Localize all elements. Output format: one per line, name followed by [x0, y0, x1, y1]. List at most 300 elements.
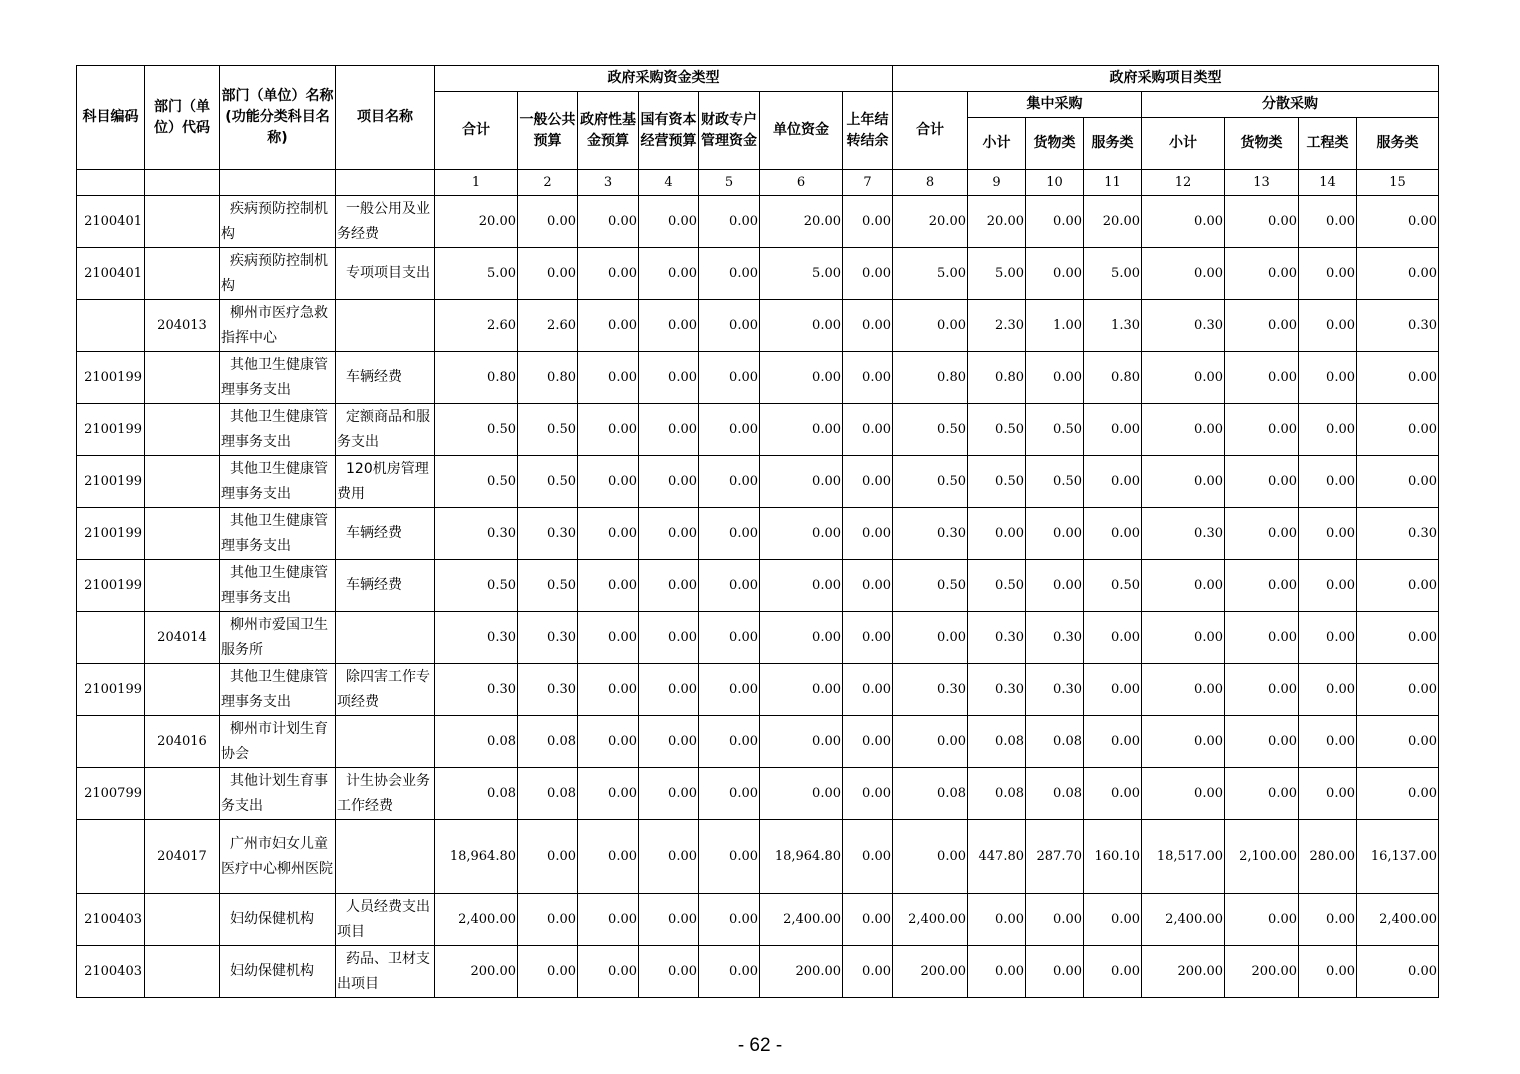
value-cell-col-5: 0.00 [699, 894, 760, 946]
value-cell-col-3: 0.00 [578, 820, 639, 894]
value-cell-col-2: 0.80 [518, 352, 578, 404]
value-cell-col-2: 0.00 [518, 248, 578, 300]
value-cell-col-4: 0.00 [639, 946, 699, 998]
value-cell-col-8: 200.00 [893, 946, 968, 998]
value-cell-col-2: 0.30 [518, 612, 578, 664]
project-name-cell: 车辆经费 [336, 560, 435, 612]
value-cell-col-14: 0.00 [1299, 664, 1357, 716]
dept-name-cell: 疾病预防控制机构 [220, 248, 336, 300]
value-cell-col-10: 1.00 [1026, 300, 1084, 352]
value-cell-col-2: 0.00 [518, 946, 578, 998]
value-cell-col-8: 0.00 [893, 716, 968, 768]
column-number: 14 [1299, 170, 1357, 196]
value-cell-col-7: 0.00 [843, 560, 893, 612]
value-cell-col-3: 0.00 [578, 946, 639, 998]
dept-code-cell [145, 664, 220, 716]
value-cell-col-8: 2,400.00 [893, 894, 968, 946]
value-cell-col-7: 0.00 [843, 508, 893, 560]
value-cell-col-1: 5.00 [435, 248, 518, 300]
value-cell-col-9: 0.30 [968, 612, 1026, 664]
value-cell-col-3: 0.00 [578, 248, 639, 300]
value-cell-col-3: 0.00 [578, 196, 639, 248]
value-cell-col-1: 18,964.80 [435, 820, 518, 894]
value-cell-col-3: 0.00 [578, 560, 639, 612]
value-cell-col-14: 0.00 [1299, 894, 1357, 946]
column-number: 6 [760, 170, 843, 196]
value-cell-col-11: 0.50 [1084, 560, 1142, 612]
value-cell-col-7: 0.00 [843, 248, 893, 300]
project-name-cell: 一般公用及业务经费 [336, 196, 435, 248]
value-cell-col-4: 0.00 [639, 612, 699, 664]
table-row [77, 612, 1439, 664]
value-cell-col-8: 0.00 [893, 612, 968, 664]
value-cell-col-3: 0.00 [578, 352, 639, 404]
value-cell-col-12: 0.00 [1142, 560, 1225, 612]
value-cell-col-6: 18,964.80 [760, 820, 843, 894]
value-cell-col-1: 20.00 [435, 196, 518, 248]
table-row [77, 560, 1439, 612]
value-cell-col-15: 0.00 [1357, 456, 1439, 508]
subject-code-cell: 2100199 [77, 352, 145, 404]
header-project-total: 合计 [893, 92, 968, 170]
value-cell-col-11: 0.80 [1084, 352, 1142, 404]
value-cell-col-8: 0.80 [893, 352, 968, 404]
value-cell-col-8: 0.50 [893, 456, 968, 508]
value-cell-col-15: 0.00 [1357, 768, 1439, 820]
subject-code-cell: 2100199 [77, 456, 145, 508]
empty-cell [145, 170, 220, 196]
value-cell-col-9: 0.30 [968, 664, 1026, 716]
value-cell-col-5: 0.00 [699, 560, 760, 612]
column-number: 3 [578, 170, 639, 196]
value-cell-col-11: 0.00 [1084, 508, 1142, 560]
value-cell-col-1: 0.08 [435, 716, 518, 768]
table-header [77, 66, 1439, 196]
dept-name-cell: 妇幼保健机构 [220, 894, 336, 946]
value-cell-col-3: 0.00 [578, 404, 639, 456]
value-cell-col-7: 0.00 [843, 768, 893, 820]
header-general-budget: 一般公共预算 [518, 92, 578, 170]
value-cell-col-8: 0.08 [893, 768, 968, 820]
dept-code-cell [145, 456, 220, 508]
value-cell-col-2: 0.00 [518, 196, 578, 248]
header-scattered-procurement: 分散采购 [1142, 92, 1439, 118]
value-cell-col-1: 0.30 [435, 664, 518, 716]
header-subject-code: 科目编码 [77, 66, 145, 170]
value-cell-col-1: 0.30 [435, 612, 518, 664]
table-row [77, 456, 1439, 508]
value-cell-col-11: 0.00 [1084, 768, 1142, 820]
value-cell-col-12: 0.30 [1142, 300, 1225, 352]
value-cell-col-11: 0.00 [1084, 894, 1142, 946]
project-name-cell: 计生协会业务工作经费 [336, 768, 435, 820]
table-row [77, 352, 1439, 404]
value-cell-col-9: 2.30 [968, 300, 1026, 352]
header-unit-fund: 单位资金 [760, 92, 843, 170]
value-cell-col-14: 0.00 [1299, 300, 1357, 352]
empty-cell [220, 170, 336, 196]
value-cell-col-6: 20.00 [760, 196, 843, 248]
value-cell-col-10: 0.00 [1026, 946, 1084, 998]
value-cell-col-8: 0.30 [893, 664, 968, 716]
value-cell-col-5: 0.00 [699, 404, 760, 456]
column-number-row [77, 170, 1439, 196]
value-cell-col-10: 0.50 [1026, 456, 1084, 508]
value-cell-col-15: 0.00 [1357, 612, 1439, 664]
project-name-cell [336, 300, 435, 352]
dept-name-cell: 柳州市医疗急救指挥中心 [220, 300, 336, 352]
value-cell-col-13: 0.00 [1225, 196, 1299, 248]
value-cell-col-1: 2,400.00 [435, 894, 518, 946]
value-cell-col-11: 5.00 [1084, 248, 1142, 300]
dept-code-cell: 204016 [145, 716, 220, 768]
value-cell-col-15: 2,400.00 [1357, 894, 1439, 946]
value-cell-col-4: 0.00 [639, 560, 699, 612]
dept-name-cell: 柳州市爱国卫生服务所 [220, 612, 336, 664]
dept-code-cell [145, 946, 220, 998]
header-scattered-goods: 货物类 [1225, 118, 1299, 170]
value-cell-col-14: 0.00 [1299, 716, 1357, 768]
value-cell-col-13: 0.00 [1225, 894, 1299, 946]
dept-code-cell [145, 248, 220, 300]
value-cell-col-11: 160.10 [1084, 820, 1142, 894]
value-cell-col-15: 0.30 [1357, 300, 1439, 352]
value-cell-col-2: 0.08 [518, 768, 578, 820]
header-central-procurement: 集中采购 [968, 92, 1142, 118]
value-cell-col-6: 0.00 [760, 612, 843, 664]
header-gov-fund-budget: 政府性基金预算 [578, 92, 639, 170]
value-cell-col-14: 0.00 [1299, 560, 1357, 612]
value-cell-col-14: 0.00 [1299, 456, 1357, 508]
value-cell-col-9: 0.80 [968, 352, 1026, 404]
value-cell-col-14: 0.00 [1299, 404, 1357, 456]
value-cell-col-3: 0.00 [578, 716, 639, 768]
value-cell-col-15: 16,137.00 [1357, 820, 1439, 894]
column-number: 15 [1357, 170, 1439, 196]
value-cell-col-2: 0.08 [518, 716, 578, 768]
value-cell-col-7: 0.00 [843, 820, 893, 894]
value-cell-col-6: 0.00 [760, 352, 843, 404]
value-cell-col-5: 0.00 [699, 716, 760, 768]
value-cell-col-4: 0.00 [639, 820, 699, 894]
value-cell-col-9: 0.00 [968, 508, 1026, 560]
project-name-cell: 药品、卫材支出项目 [336, 946, 435, 998]
value-cell-col-13: 0.00 [1225, 612, 1299, 664]
value-cell-col-13: 200.00 [1225, 946, 1299, 998]
value-cell-col-5: 0.00 [699, 946, 760, 998]
dept-name-cell: 其他卫生健康管理事务支出 [220, 456, 336, 508]
value-cell-col-11: 0.00 [1084, 946, 1142, 998]
value-cell-col-9: 20.00 [968, 196, 1026, 248]
value-cell-col-7: 0.00 [843, 716, 893, 768]
value-cell-col-10: 0.30 [1026, 612, 1084, 664]
value-cell-col-15: 0.00 [1357, 196, 1439, 248]
value-cell-col-9: 0.50 [968, 456, 1026, 508]
value-cell-col-15: 0.00 [1357, 664, 1439, 716]
value-cell-col-14: 0.00 [1299, 352, 1357, 404]
value-cell-col-10: 0.00 [1026, 248, 1084, 300]
value-cell-col-10: 0.30 [1026, 664, 1084, 716]
value-cell-col-15: 0.00 [1357, 560, 1439, 612]
value-cell-col-9: 0.50 [968, 404, 1026, 456]
value-cell-col-14: 0.00 [1299, 768, 1357, 820]
value-cell-col-3: 0.00 [578, 894, 639, 946]
header-state-capital-budget: 国有资本经营预算 [639, 92, 699, 170]
header-project-type-group: 政府采购项目类型 [893, 66, 1439, 92]
dept-name-cell: 其他卫生健康管理事务支出 [220, 508, 336, 560]
value-cell-col-10: 0.08 [1026, 768, 1084, 820]
table-row [77, 894, 1439, 946]
subject-code-cell [77, 820, 145, 894]
value-cell-col-10: 0.00 [1026, 894, 1084, 946]
value-cell-col-13: 0.00 [1225, 248, 1299, 300]
table-row [77, 946, 1439, 998]
value-cell-col-4: 0.00 [639, 404, 699, 456]
value-cell-col-4: 0.00 [639, 508, 699, 560]
value-cell-col-7: 0.00 [843, 352, 893, 404]
value-cell-col-6: 5.00 [760, 248, 843, 300]
project-name-cell [336, 716, 435, 768]
value-cell-col-13: 0.00 [1225, 664, 1299, 716]
value-cell-col-10: 0.00 [1026, 196, 1084, 248]
value-cell-col-4: 0.00 [639, 664, 699, 716]
value-cell-col-6: 0.00 [760, 560, 843, 612]
value-cell-col-13: 0.00 [1225, 404, 1299, 456]
value-cell-col-12: 0.00 [1142, 404, 1225, 456]
value-cell-col-14: 0.00 [1299, 196, 1357, 248]
value-cell-col-12: 2,400.00 [1142, 894, 1225, 946]
header-dept-name: 部门（单位）名称(功能分类科目名称) [220, 66, 336, 170]
value-cell-col-6: 0.00 [760, 768, 843, 820]
value-cell-col-12: 0.00 [1142, 248, 1225, 300]
value-cell-col-1: 0.50 [435, 404, 518, 456]
value-cell-col-3: 0.00 [578, 612, 639, 664]
dept-code-cell: 204013 [145, 300, 220, 352]
header-fund-type-group: 政府采购资金类型 [435, 66, 893, 92]
value-cell-col-1: 0.50 [435, 456, 518, 508]
value-cell-col-8: 0.00 [893, 300, 968, 352]
dept-code-cell [145, 560, 220, 612]
value-cell-col-15: 0.00 [1357, 404, 1439, 456]
value-cell-col-11: 0.00 [1084, 716, 1142, 768]
header-carryover: 上年结转结余 [843, 92, 893, 170]
value-cell-col-2: 0.00 [518, 894, 578, 946]
value-cell-col-9: 447.80 [968, 820, 1026, 894]
header-central-services: 服务类 [1084, 118, 1142, 170]
value-cell-col-9: 0.08 [968, 768, 1026, 820]
dept-code-cell: 204017 [145, 820, 220, 894]
value-cell-col-12: 0.00 [1142, 456, 1225, 508]
value-cell-col-6: 0.00 [760, 716, 843, 768]
value-cell-col-7: 0.00 [843, 664, 893, 716]
value-cell-col-7: 0.00 [843, 894, 893, 946]
value-cell-col-8: 0.00 [893, 820, 968, 894]
value-cell-col-13: 0.00 [1225, 768, 1299, 820]
value-cell-col-2: 0.50 [518, 456, 578, 508]
value-cell-col-5: 0.00 [699, 508, 760, 560]
value-cell-col-7: 0.00 [843, 300, 893, 352]
empty-cell [77, 170, 145, 196]
value-cell-col-2: 0.30 [518, 664, 578, 716]
value-cell-col-4: 0.00 [639, 716, 699, 768]
subject-code-cell: 2100199 [77, 508, 145, 560]
value-cell-col-6: 0.00 [760, 404, 843, 456]
value-cell-col-8: 20.00 [893, 196, 968, 248]
header-fund-total: 合计 [435, 92, 518, 170]
value-cell-col-10: 0.00 [1026, 352, 1084, 404]
subject-code-cell: 2100403 [77, 894, 145, 946]
column-number: 7 [843, 170, 893, 196]
project-name-cell: 120机房管理费用 [336, 456, 435, 508]
dept-code-cell [145, 508, 220, 560]
table-row [77, 300, 1439, 352]
value-cell-col-6: 0.00 [760, 300, 843, 352]
value-cell-col-1: 0.08 [435, 768, 518, 820]
value-cell-col-6: 0.00 [760, 456, 843, 508]
table-row [77, 820, 1439, 894]
subject-code-cell [77, 716, 145, 768]
value-cell-col-4: 0.00 [639, 248, 699, 300]
dept-code-cell [145, 768, 220, 820]
value-cell-col-13: 0.00 [1225, 456, 1299, 508]
column-number: 11 [1084, 170, 1142, 196]
dept-code-cell [145, 196, 220, 248]
project-name-cell: 除四害工作专项经费 [336, 664, 435, 716]
value-cell-col-10: 0.00 [1026, 508, 1084, 560]
table-body [77, 196, 1439, 998]
value-cell-col-14: 0.00 [1299, 508, 1357, 560]
subject-code-cell [77, 612, 145, 664]
value-cell-col-5: 0.00 [699, 664, 760, 716]
value-cell-col-11: 0.00 [1084, 404, 1142, 456]
page-number: - 62 - [737, 1035, 783, 1056]
value-cell-col-15: 0.00 [1357, 946, 1439, 998]
header-project-name: 项目名称 [336, 66, 435, 170]
dept-code-cell [145, 352, 220, 404]
value-cell-col-12: 0.00 [1142, 664, 1225, 716]
value-cell-col-13: 0.00 [1225, 560, 1299, 612]
table-row [77, 768, 1439, 820]
value-cell-col-2: 0.00 [518, 820, 578, 894]
value-cell-col-7: 0.00 [843, 404, 893, 456]
value-cell-col-10: 287.70 [1026, 820, 1084, 894]
value-cell-col-14: 0.00 [1299, 612, 1357, 664]
column-number: 13 [1225, 170, 1299, 196]
value-cell-col-3: 0.00 [578, 508, 639, 560]
value-cell-col-10: 0.00 [1026, 560, 1084, 612]
value-cell-col-9: 0.00 [968, 894, 1026, 946]
value-cell-col-12: 0.00 [1142, 352, 1225, 404]
dept-name-cell: 其他计划生育事务支出 [220, 768, 336, 820]
table-row [77, 404, 1439, 456]
header-central-subtotal: 小计 [968, 118, 1026, 170]
value-cell-col-7: 0.00 [843, 946, 893, 998]
value-cell-col-5: 0.00 [699, 248, 760, 300]
value-cell-col-13: 0.00 [1225, 716, 1299, 768]
value-cell-col-4: 0.00 [639, 456, 699, 508]
value-cell-col-14: 0.00 [1299, 248, 1357, 300]
column-number: 8 [893, 170, 968, 196]
table-row [77, 664, 1439, 716]
value-cell-col-10: 0.08 [1026, 716, 1084, 768]
value-cell-col-13: 2,100.00 [1225, 820, 1299, 894]
value-cell-col-15: 0.00 [1357, 716, 1439, 768]
value-cell-col-4: 0.00 [639, 768, 699, 820]
value-cell-col-5: 0.00 [699, 352, 760, 404]
table-row [77, 508, 1439, 560]
header-scattered-engineering: 工程类 [1299, 118, 1357, 170]
value-cell-col-2: 0.50 [518, 560, 578, 612]
empty-cell [336, 170, 435, 196]
value-cell-col-8: 0.50 [893, 404, 968, 456]
column-number: 9 [968, 170, 1026, 196]
value-cell-col-12: 0.00 [1142, 612, 1225, 664]
value-cell-col-4: 0.00 [639, 894, 699, 946]
column-number: 12 [1142, 170, 1225, 196]
subject-code-cell: 2100401 [77, 248, 145, 300]
value-cell-col-11: 0.00 [1084, 664, 1142, 716]
value-cell-col-13: 0.00 [1225, 508, 1299, 560]
column-number: 1 [435, 170, 518, 196]
value-cell-col-9: 0.50 [968, 560, 1026, 612]
value-cell-col-13: 0.00 [1225, 352, 1299, 404]
header-scattered-subtotal: 小计 [1142, 118, 1225, 170]
value-cell-col-7: 0.00 [843, 612, 893, 664]
value-cell-col-8: 5.00 [893, 248, 968, 300]
dept-code-cell: 204014 [145, 612, 220, 664]
value-cell-col-15: 0.00 [1357, 352, 1439, 404]
value-cell-col-5: 0.00 [699, 456, 760, 508]
project-name-cell: 人员经费支出项目 [336, 894, 435, 946]
header-scattered-services: 服务类 [1357, 118, 1439, 170]
value-cell-col-12: 0.30 [1142, 508, 1225, 560]
value-cell-col-6: 2,400.00 [760, 894, 843, 946]
value-cell-col-9: 5.00 [968, 248, 1026, 300]
value-cell-col-12: 18,517.00 [1142, 820, 1225, 894]
value-cell-col-6: 200.00 [760, 946, 843, 998]
value-cell-col-14: 280.00 [1299, 820, 1357, 894]
subject-code-cell: 2100199 [77, 404, 145, 456]
value-cell-col-1: 0.30 [435, 508, 518, 560]
value-cell-col-1: 200.00 [435, 946, 518, 998]
subject-code-cell [77, 300, 145, 352]
value-cell-col-2: 2.60 [518, 300, 578, 352]
value-cell-col-4: 0.00 [639, 352, 699, 404]
value-cell-col-7: 0.00 [843, 456, 893, 508]
value-cell-col-15: 0.00 [1357, 248, 1439, 300]
dept-code-cell [145, 404, 220, 456]
procurement-budget-table [76, 65, 1439, 998]
value-cell-col-9: 0.00 [968, 946, 1026, 998]
table-row [77, 716, 1439, 768]
dept-name-cell: 疾病预防控制机构 [220, 196, 336, 248]
subject-code-cell: 2100401 [77, 196, 145, 248]
dept-name-cell: 其他卫生健康管理事务支出 [220, 352, 336, 404]
project-name-cell: 专项项目支出 [336, 248, 435, 300]
subject-code-cell: 2100403 [77, 946, 145, 998]
value-cell-col-9: 0.08 [968, 716, 1026, 768]
value-cell-col-15: 0.30 [1357, 508, 1439, 560]
value-cell-col-2: 0.30 [518, 508, 578, 560]
value-cell-col-10: 0.50 [1026, 404, 1084, 456]
project-name-cell [336, 820, 435, 894]
header-special-account-fund: 财政专户管理资金 [699, 92, 760, 170]
value-cell-col-3: 0.00 [578, 664, 639, 716]
value-cell-col-14: 0.00 [1299, 946, 1357, 998]
value-cell-col-3: 0.00 [578, 456, 639, 508]
value-cell-col-11: 20.00 [1084, 196, 1142, 248]
dept-name-cell: 广州市妇女儿童医疗中心柳州医院 [220, 820, 336, 894]
